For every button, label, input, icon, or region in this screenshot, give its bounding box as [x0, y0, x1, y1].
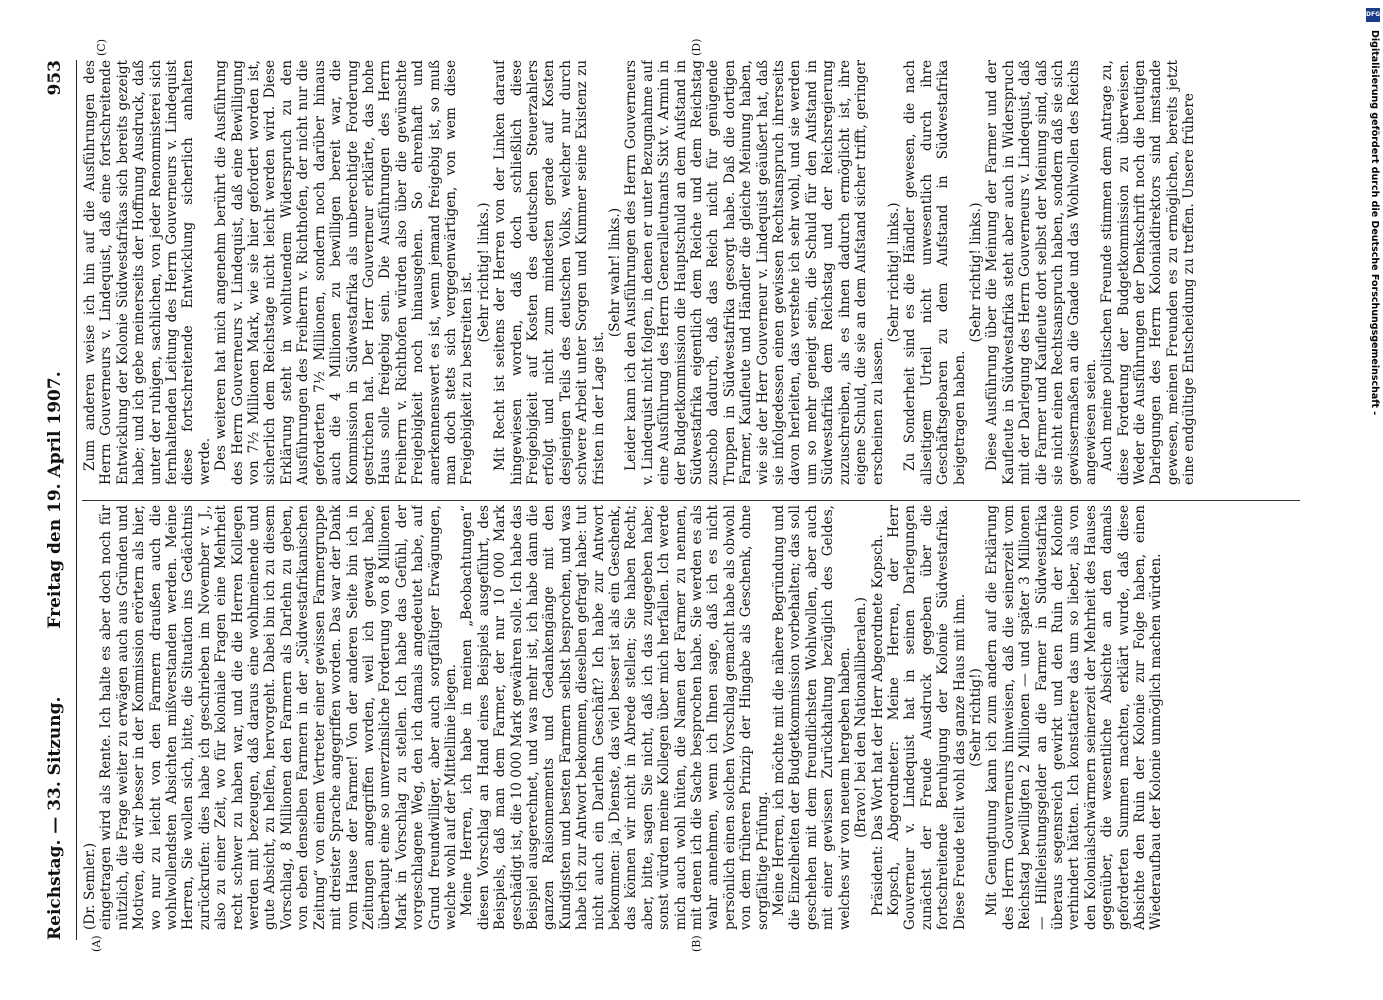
page-header	[45, 60, 73, 940]
interjection: (Sehr richtig! links.)	[967, 202, 984, 343]
header-left: Reichstag. — 33. Sitzung.	[45, 696, 65, 940]
column-divider	[82, 500, 1300, 501]
right-column	[82, 60, 1297, 485]
header-date: Freitag den 19. April 1907.	[45, 371, 65, 629]
margin-mark-c: (C)	[95, 39, 108, 56]
header-rule	[76, 60, 77, 940]
paragraph: Des weiteren hat mich angenehm berührt die Ausführung des Herrn Gouverneurs v. Lindequist, daß eine Bewilligung von 7½ Millionen Mark, wie sie hier gefordert worden ist, sicherlich dem Reichstage nicht leicht werden wird. Diese Erklärung steht in wohltuendem Widerspruch zu den Ausführungen des Freiherrn v. Richthofen, der nicht nur die geforderten 7½ Millionen, sondern noch darüber hinaus auch die 4 Millionen zu bewilligen bereit war, die Kommission in Südwestafrika als unberechtigte Forderung gestrichen hat. Der Herr Gouverneur erklärte, das hohe Haus solle freigebig sein. Die Ausführungen des Herrn Freiherrn v. Richthofen würden also über die gewünschte Freigebigkeit noch hinausgehen. So ehrenhaft und anerkennenswert es ist, wenn jemand freigebig ist, so muß man doch stets sich vergegenwärtigen, von wem diese Freigebigkeit zu bestreiten ist.	[213, 60, 476, 485]
margin-mark-b: (B)	[690, 935, 703, 952]
paragraph: Meine Herren, ich habe in meinen „Beobachtungen“ diesen Vorschlag an Hand eines Beispiels ausgeführt, des Beispiels, daß man dem Farmer, der nur 10 000 Mark geschädigt ist, die 10 000 Mark gewähren solle. Ich habe das Beispiel ausgerechnet, und was mehr ist, ich habe dann die ganzen Raisonnements und Gedankengänge mit den Kundigsten und besten Farmern selbst besprochen, und was habe ich zur Antwort bekommen, dieselben gefragt habe: tut nicht auch ein Darlehn Geschäft? Ich habe zur Antwort bekommen: ja, Dienste, das viel besser ist als ein Geschenk, das können wir nicht in Abrede stellen; Sie haben Recht; aber, bitte, sagen Sie nicht, daß ich das zugegeben habe; sonst würden meine Kollegen über mich herfallen. Ich werde mich auch wohl hüten, die Namen der Farmer zu nennen, mit denen ich die Sache besprochen habe. Sie werden es als wahr annehmen, wenn ich Ihnen sage, daß ich es nicht persönlich einen solchen Vorschlag gemacht habe als obwohl von dem früheren Prinzip der Hingabe als Geschenk, ohne sorgfältige Prüfung.	[459, 505, 771, 930]
interjection: (Bravo! bei den Nationalliberalen.)	[853, 597, 870, 838]
paragraph: Meine Herren, ich möchte mit die nähere Begründung und die Einzelheiten der Budgetkommission vorbehalten; das soll geschehen mit dem freundlichsten Wohlwollen, aber auch mit einer gewissen Zurückhaltung bezüglich des Geldes, welches wir von neuem hergeben haben.	[771, 505, 853, 930]
interjection: (Sehr richtig! links.)	[885, 202, 902, 343]
speaker-note: (Dr. Semler.)	[82, 842, 98, 930]
interjection: (Sehr richtig! links.)	[475, 202, 492, 343]
paragraph: Zu Sonderheit sind es die Händler gewesen, die nach allseitigem Urteil nicht unwesentlich durch ihre Geschäftsgebaren zu dem Aufstand in Südwestafrika beigetragen haben.	[902, 60, 968, 485]
page-number: 953	[45, 60, 65, 96]
left-column	[82, 505, 1297, 930]
paragraph: Mit Genugtuung kann ich zum andern auf die Erklärung des Herrn Gouverneurs hinweisen, daß die seinerzeit vom Reichstag bewilligten 2 Millionen — und später 3 Millionen — Hilfeleistungsgelder an die Farmer in Südwestafrika überaus segensreich gewirkt und den Ruin der Kolonie verhindert hätten. Ich konstatiere das um so lieber, als von den Kolonialschwärmern seinerzeit der Mehrheit des Hauses gegenüber, die wesentliche Absichte an den damals geforderten Summen machten, erklärt wurde, daß diese Absichte den Ruin der Kolonie zur Folge haben, einen Wiederaufbau der Kolonie unmöglich machen würden.	[984, 505, 1165, 930]
paragraph: Mit Recht ist seitens der Herren von der Linken darauf hingewiesen worden, daß doch schließlich diese Freigebigkeit auf Kosten des deutschen Steuerzahlers erfolgt und nicht zum mindesten gerade auf Kosten desjenigen Teils des deutschen Volks, welcher nur durch schwere Arbeit unter Sorgen und Kummer seine Existenz zu fristen in der Lage ist.	[492, 60, 607, 485]
paragraph: Auch meine politischen Freunde stimmen dem Antrage zu, diese Forderung der Budgetkommission zu überweisen. Weder die Ausführungen der Denkschrift noch die heutigen Darlegungen des Herrn Kolonialdirektors sind imstande gewesen, meinen Freunden es zu ermöglichen, bereits jetzt eine endgültige Entscheidung zu treffen. Unsere frühere	[1099, 60, 1198, 485]
paragraph: Kopsch, Abgeordneter: Meine Herren, der Herr Gouverneur v. Lindequist hat in seinen Darlegungen zunächst der Freude Ausdruck gegeben über die fortschreitende Beruhigung der Kolonie Südwestafrika. Diese Freude teilt wohl das ganze Haus mit ihm.	[885, 505, 968, 930]
paragraph: Leider kann ich den Ausführungen des Herrn Gouverneurs v. Lindequist nicht folgen, in denen er unter Bezugnahme auf eine Ausführung des Herrn Generalleutnants Sixt v. Armin in der Budgetkommission die Hauptschuld an dem Aufstand in Südwestafrika eigentlich dem Reiche und dem Reichstag zuschob dadurch, daß das Reich nicht für genügende Truppen in Südwestafrika gesorgt habe. Daß die dortigen Farmer, Kaufleute und Händler die gleiche Meinung haben, wie sie der Herr Gouverneur v. Lindequist geäußert hat, daß sie infolgedessen einen gewissen Rechtsanspruch ihrerseits davon herleiten, das verstehe ich sehr wohl, und sie werden um so mehr geneigt sein, die Schuld für den Aufstand in Südwestafrika dem Reichstag und der Reichsregierung zuzuschreiben, als es ihnen dadurch ermöglicht ist, ihre eigene Schuld, die sie an dem Aufstand sicher trifft, geringer erscheinen zu lassen.	[623, 60, 886, 485]
paragraph: eingetragen wird als Rente. Ich halte es aber doch noch für nützlich, die Frage weiter zu erwägen auch aus Gründen und Motiven, die wir besser in der Kommission erörtern als hier, wo nur zu leicht von den Farmern draußen auch die wohlwollendsten Absichten mißverstanden werden. Meine Herren, Sie wollen sich, bitte, die Situation ins Gedächtnis zurückrufen: dies habe ich geschrieben im November v. J., also zu einer Zeit, wo für koloniale Fragen eine Mehrheit recht schwer zu haben war, und die die Herren Kollegen werden mit bezeugen, daß daraus eine wohlmeinende und gute Absicht, zu helfen, hervorgeht. Dabei bin ich zu diesem Vorschlag, 8 Millionen den Farmern als Darlehn zu geben, von eben denselben Farmern in der „Südwestafrikanischen Zeitung“ von einem Vertreter einer gewissen Farmergruppe mit dreister Sprache angegriffen worden. Das war der Dank vom Hause der Farmer! Von der anderen Seite bin ich in Zeitungen angegriffen worden, weil ich gewagt habe, überhaupt eine so unverzinsliche Forderung von 8 Millionen Mark in Vorschlag zu stellen. Ich habe das Gefühl, der vorgeschlagene Weg, den ich damals angedeutet habe, auf Grund freundwilliger, aber auch sorgfältiger Erwägungen, welche wohl auf der Mittellinie liegen.	[98, 505, 459, 930]
margin-mark-a: (A)	[90, 935, 103, 952]
paragraph: Präsident: Das Wort hat der Herr Abgeordnete Kopsch.	[869, 534, 886, 916]
paragraph: Zum anderen weise ich hin auf die Ausführungen des Herrn Gouverneurs v. Lindequist, daß eine fortschreitende Entwicklung der Kolonie Südwestafrikas sich bereits gezeigt habe; und ich gebe meinerseits der Hoffnung Ausdruck, daß unter der ruhigen, sachlichen, von jeder Renommisterei sich fernhaltenden Leitung des Herrn Gouverneurs v. Lindequist diese fortschreitende Entwicklung sicherlich anhalten werde.	[82, 60, 213, 485]
digitization-credit	[1364, 30, 1383, 610]
interjection: (Sehr richtig!)	[967, 668, 984, 767]
dfg-logo: DFG	[1366, 8, 1380, 22]
interjection: (Sehr wahr! links.)	[607, 207, 623, 338]
paragraph: Diese Ausführung über die Meinung der Farmer und der Kaufleute in Südwestafrika steht aber auch in Widerspruch mit der Darlegung des Herrn Gouverneurs v. Lindequist, daß die Farmer und Kaufleute dort selbst der Meinung sind, daß sie nicht einen Rechtsanspruch haben, sondern daß sie sich gewissermaßen an die Gnade und das Wohlwollen des Reichs angewiesen seien.	[984, 60, 1099, 485]
credit-text: Digitalisierung gefördert durch die Deutsche Forschungsgemeinschaft -	[1369, 30, 1380, 416]
margin-mark-d: (D)	[690, 38, 703, 56]
